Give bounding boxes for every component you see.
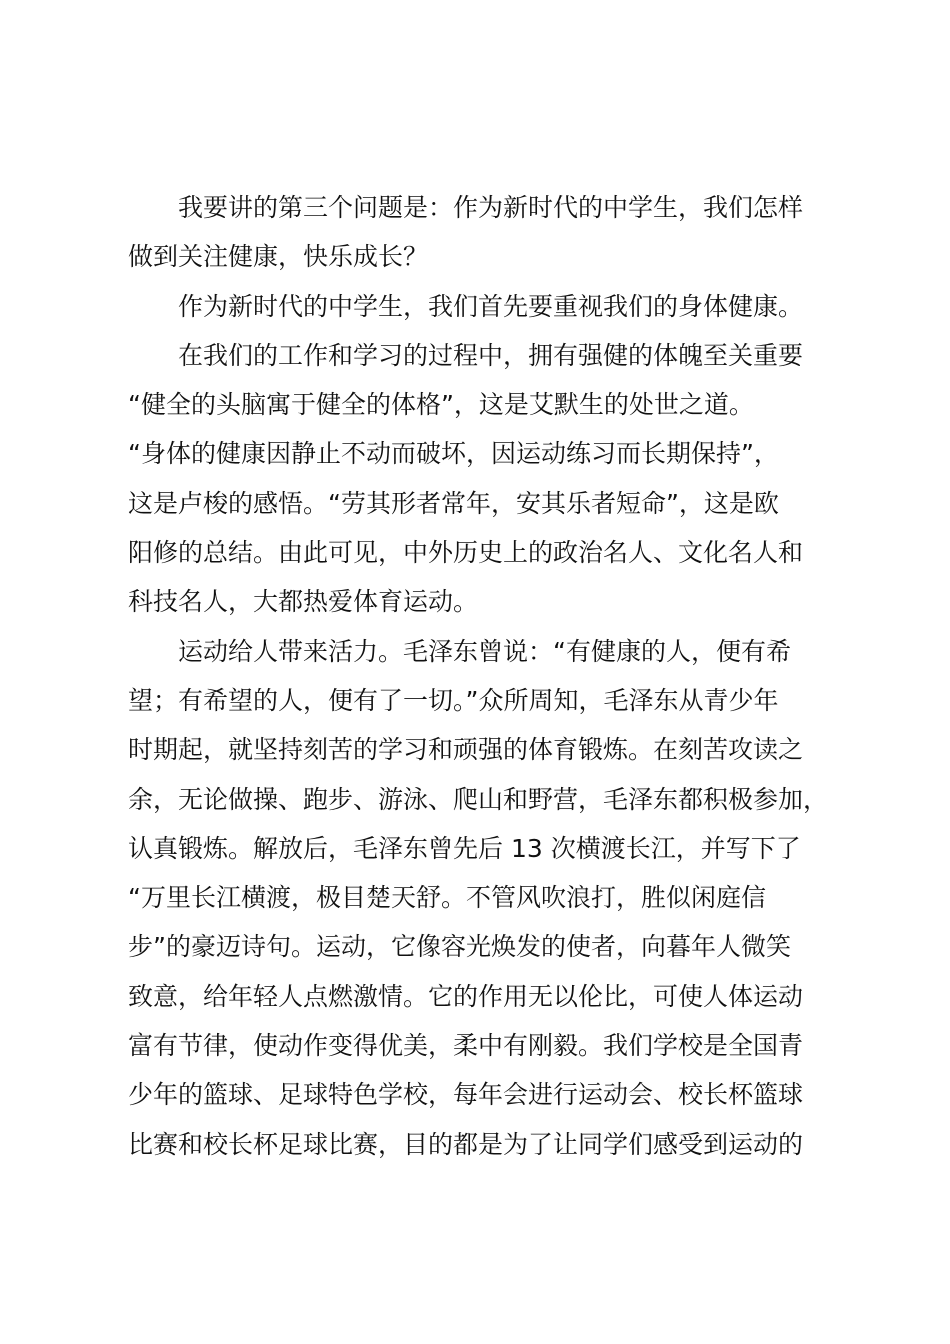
text-line: 在我们的工作和学习的过程中，拥有强健的体魄至关重要: [178, 340, 804, 370]
text-line: “身体的健康因静止不动而破坏，因运动练习而长期保持”，: [128, 439, 779, 469]
text-line: 做到关注健康，快乐成长？: [128, 242, 429, 272]
text-line: 我要讲的第三个问题是：作为新时代的中学生，我们怎样: [178, 193, 804, 222]
text-line: 步”的豪迈诗句。运动，它像容光焕发的使者，向暮年人微笑: [128, 932, 791, 962]
text-line: 作为新时代的中学生，我们首先要重视我们的身体健康。: [178, 291, 804, 321]
text-line: 时期起，就坚持刻苦的学习和顽强的体育锻炼。在刻苦攻读之: [128, 735, 804, 765]
text-line: 运动给人带来活力。毛泽东曾说：“有健康的人，便有希: [178, 636, 791, 666]
text-line: 比赛和校长杯足球比赛，目的都是为了让同学们感受到运动的: [128, 1129, 804, 1159]
text-line: 富有节律，使动作变得优美，柔中有刚毅。我们学校是全国青: [128, 1031, 804, 1061]
text-line: 少年的篮球、足球特色学校，每年会进行运动会、校长杯篮球: [128, 1080, 804, 1110]
text-line: “健全的头脑寓于健全的体格”，这是艾默生的处世之道。: [128, 390, 754, 420]
text-line: 致意，给年轻人点燃激情。它的作用无以伦比，可使人体运动: [128, 981, 804, 1011]
text-line: 阳修的总结。由此可见，中外历史上的政治名人、文化名人和: [128, 538, 804, 568]
text-line: 认真锻炼。解放后，毛泽东曾先后 13 次横渡长江，并写下了: [128, 833, 801, 863]
text-line: “万里长江横渡，极目楚天舒。不管风吹浪打，胜似闲庭信: [128, 883, 766, 913]
text-line: 望；有希望的人，便有了一切。”众所周知，毛泽东从青少年: [128, 685, 779, 715]
text-line: 这是卢梭的感悟。“劳其形者常年，安其乐者短命”，这是欧: [128, 488, 779, 518]
text-line: 科技名人，大都热爱体育运动。: [128, 587, 479, 617]
text-line: 余，无论做操、跑步、游泳、爬山和野营，毛泽东都积极参加，: [128, 784, 829, 814]
document-body: [128, 183, 838, 1169]
